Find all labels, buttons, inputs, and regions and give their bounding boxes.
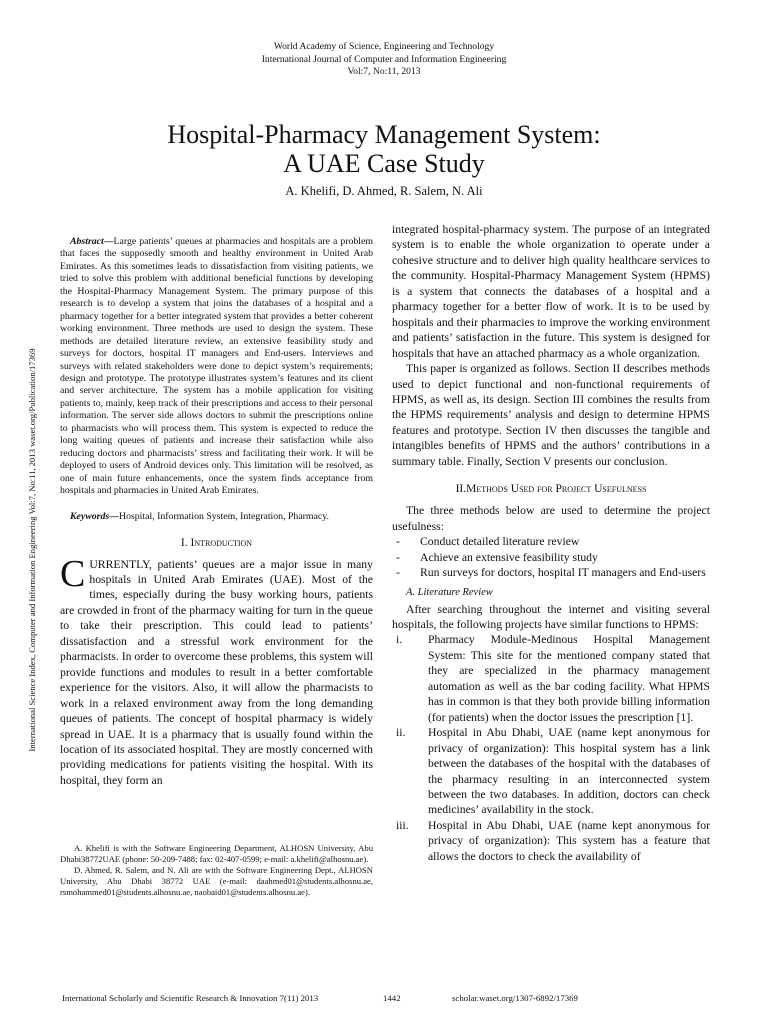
paragraph: This paper is organized as follows. Section II describes methods used to depict functional and non-functional requirements of HPMS, as well as, its design. Section III combines the results from the HPMS requirements’ analysis and design to determine HPMS features and prototype. Section IV then discusses the tangible and intangibles benefits of HPMS and the authors’ contributions in a summary table. Finally, Section V presents our conclusion.: [392, 362, 710, 468]
left-column: [60, 236, 373, 788]
journal-volume: Vol:7, No:11, 2013: [347, 66, 421, 78]
list-item: iii. Hospital in Abu Dhabi, UAE (name kept anonymous for privacy of organization): This system has a feature that allows the doctors to check the availability of: [396, 818, 710, 863]
journal-header: [0, 41, 768, 79]
footer-url: scholar.waset.org/1307-6892/17369: [452, 993, 578, 1003]
page-number: 1442: [383, 993, 401, 1003]
journal-publisher: World Academy of Science, Engineering and Technology: [273, 41, 495, 52]
keywords-label: Keywords: [70, 510, 110, 522]
side-index-text: International Science Index, Computer and Information Engineering Vol:7, No:11, 2013 waset.org/Publication/17369: [27, 348, 37, 752]
paragraph: The three methods below are used to determine the project usefulness:: [392, 504, 710, 533]
section-heading-methods: II.Methods Used for Project Usefulness: [455, 483, 647, 496]
keywords-text: Hospital, Information System, Integration, Pharmacy.: [119, 510, 329, 522]
title-line-1: Hospital-Pharmacy Management System:: [167, 120, 601, 149]
drop-cap: C: [60, 552, 86, 595]
methods-list: [392, 534, 710, 580]
list-item: - Run surveys for doctors, hospital IT managers and End-users: [396, 566, 706, 580]
right-column: [392, 222, 710, 864]
list-item: - Conduct detailed literature review: [396, 535, 580, 549]
title-line-2: A UAE Case Study: [283, 149, 485, 178]
keywords: [60, 510, 373, 523]
list-item: - Achieve an extensive feasibility study: [396, 550, 598, 564]
paragraph: After searching throughout the internet and visiting several hospitals, the following projects have similar functions to HPMS:: [392, 602, 710, 631]
abstract-dash: —: [103, 236, 114, 247]
paragraph: integrated hospital-pharmacy system. The purpose of an integrated system is to enable the whole organization to operate under a cohesive structure and to deliver high quality healthcare services to the community. Hospital-Pharmacy Management System (HPMS) is a system that connects the databases of a hospital and a pharmacy together for a better flow of work. It is to be used by hospitals and their pharmacies to improve the working environment and patients’ satisfaction in the future. This system is designed for hospitals that have an attached pharmacy as a whole organization.: [392, 223, 710, 360]
introduction-paragraph: [60, 552, 373, 789]
introduction-text: URRENTLY, patients’ queues are a major issue in many hospitals in United Arab Emirates (UAE). Most of the times, especially during the busy working hours, patients are crowded in front of the pharmacy waiting for turn in the queue to take their prescription. This could lead to patients’ dissatisfaction and a stressful work environment for the pharmacists. In order to overcome these problems, this system will provide functions and modules to result in a better comfortable experience for the visitors. Also, it will allow the pharmacists to work in a relaxed environment away from the long demanding queues of patients. The concept of hospital pharmacy is widely spread in UAE. It is a pharmacy that is usually found within the location of its associated hospital. They are mostly concerned with providing medications for patients visiting the hospital. With its hospital, they form an: [60, 557, 373, 787]
authors: A. Khelifi, D. Ahmed, R. Salem, N. Ali: [285, 184, 483, 198]
abstract: [60, 236, 373, 498]
footnote-item: D. Ahmed, R. Salem, and N. Ali are with the Software Engineering Dept., ALHOSN University, Abu Dhabi 38772 UAE (e-mail: daahmed01@students.alhosnu.ae, rsmohammed01@students.alhosnu.ae, naobaid01@students.alhosnu.ae).: [60, 865, 373, 897]
journal-name: International Journal of Computer and Information Engineering: [261, 53, 507, 65]
projects-list: [392, 632, 710, 864]
footnotes: [60, 843, 373, 898]
abstract-label: Abstract: [70, 236, 104, 247]
keywords-dash: —: [109, 510, 119, 522]
subsection-heading-literature-review: A. Literature Review: [406, 586, 493, 598]
list-item: i. Pharmacy Module-Medinous Hospital Management System: This site for the mentioned company stated that they are specialized in the pharmacy management automation as well as the bar coding facility. What HPMS has in common is that they both provide billing information (for patients) when the doctor issues the prescription [1].: [396, 633, 710, 724]
abstract-text: Large patients’ queues at pharmacies and hospitals are a problem that faces the supposedly smooth and healthy environment in United Arab Emirates. As this sometimes leads to dissatisfaction from visiting patients, we tried to solve this problem with additional beneficial functions by developing the Hospital-Pharmacy Management System. The primary purpose of this research is to develop a system that joins the databases of a hospital and a pharmacy together for a better integrated system that provides a better coherent working environment. Three methods are used to design the system. These methods are detailed literature review, an extensive feasibility study and surveys for doctors, hospital IT managers and End-users. Interviews and surveys with related stakeholders were done to depict system’s requirements; design and prototype. The prototype illustrates system’s features and its client and server architecture. The system has a mobile application for visiting patients to, mainly, keep track of their prescriptions and access to their personal information. The server side allows doctors to submit the prescriptions online to pharmacists who will process them. This system is expected to reduce the long waiting queues of patients and increase their satisfaction while also reducing doctors and pharmacists’ stress and facilitating their work. It will be deployed to users of Android devices only. This limitation will be resolved, as one of main future enhancements, once the system finds acceptance from hospitals and pharmacies in United Arab Emirates.: [60, 236, 373, 497]
section-heading-introduction: I. Introduction: [180, 536, 253, 549]
paper-title: [0, 120, 768, 178]
list-item: ii. Hospital in Abu Dhabi, UAE (name kept anonymous for privacy of organization): This hospital system has a link between the databases of the hospital with the databases of the pharmacy resulting in an interconnected system between the two databases. In addition, doctors can check medicines’ availability in the stock.: [396, 726, 710, 817]
footer-publisher: International Scholarly and Scientific Research & Innovation 7(11) 2013: [62, 993, 319, 1003]
footnote-item: A. Khelifi is with the Software Engineering Department, ALHOSN University, Abu Dhabi38772UAE (phone: 50-209-7488; fax: 02-407-0599; e-mail: a.khelifi@alhosnu.ae).: [60, 843, 373, 864]
side-index-strip: [24, 340, 40, 760]
